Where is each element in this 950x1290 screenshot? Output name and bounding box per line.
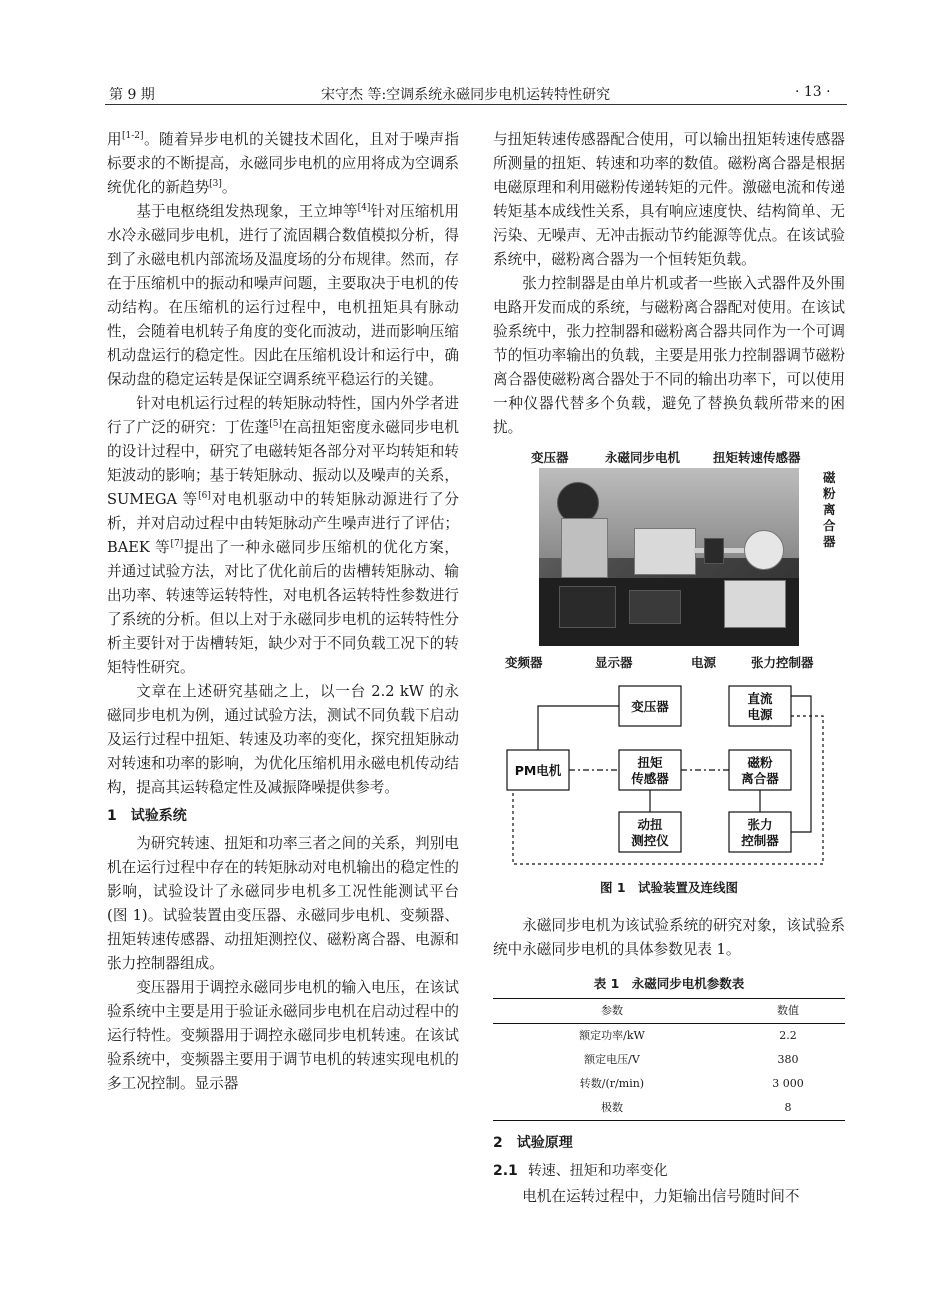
diagram-label-dc2: 电源 <box>747 707 773 722</box>
parameter-table <box>493 998 845 1121</box>
paragraph: 用[1-2]。随着异步电机的关键技术固化，且对于噪声指标要求的不断提高，永磁同步电机的应用将成为空调系统优化的新趋势[3]。 <box>107 131 459 196</box>
paragraph: 与扭矩转速传感器配合使用，可以输出扭矩转速传感器所测量的扭矩、转速和功率的数值。磁粉离合器是根据电磁原理和利用磁粉传递转矩的元件。激磁电流和传递转矩基本成线性关系，具有响应速度快、结构简单、无污染、无噪声、无冲击振动节约能源等优点。在该试验系统中，磁粉离合器为一个恒转矩负载。 <box>493 131 845 268</box>
test-rig-photo <box>539 468 799 646</box>
page-number: · 13 · <box>795 84 831 100</box>
photo-label-sensor: 扭矩转速传感器 <box>713 450 801 465</box>
photo-label-inverter: 变频器 <box>505 655 543 670</box>
paragraph: 电机在运转过程中，力矩输出信号随时间不 <box>522 1188 800 1205</box>
diagram-label-transformer: 变压器 <box>631 699 669 714</box>
citation: [6] <box>198 491 211 501</box>
figure-caption: 图 1 试验装置及连线图 <box>599 880 739 895</box>
citation: [3] <box>209 179 222 189</box>
photo-label-clutch: 磁粉离合器 <box>823 470 836 549</box>
figure-diagram <box>493 684 845 874</box>
photo-label-display: 显示器 <box>595 655 633 670</box>
diagram-label-torque1: 扭矩 <box>637 755 663 770</box>
paragraph: 张力控制器是由单片机或者一些嵌入式器件及外围电路开发而成的系统，与磁粉离合器配对使用。在该试验系统中，张力控制器和磁粉离合器共同作为一个可调节的恒功率输出的负载，主要是用张力控制器调节磁粉离合器使磁粉离合器处于不同的输出功率下，可以使用一种仪器代替多个负载，避免了替换负载所带来的困扰。 <box>493 275 845 436</box>
paragraph: 针对电机运行过程的转矩脉动特性，国内外学者进行了广泛的研究：丁佐蓬[5]在高扭矩密度永磁同步电机的设计过程中，研究了电磁转矩各部分对平均转矩和转矩波动的影响；基于转矩脉动、振动以及噪声的关系，SUMEGA 等[6]对电机驱动中的转矩脉动源进行了分析，并对启动过程中由转矩脉动产生噪声进行了评估；BAEK 等[7]提出了一种永磁同步压缩机的优化方案，并通过试验方法，对比了优化前后的齿槽转矩脉动、输出功率、转速等运转特性，对电机各运转特性参数进行了系统的分析。但以上对于永磁同步电机的运转特性分析主要针对于齿槽转矩，缺少对于不同负载工况下的转矩特性研究。 <box>107 395 459 676</box>
photo-label-power: 电源 <box>691 655 717 670</box>
table-row: 额定电压/V 380 <box>584 1053 799 1066</box>
diagram-label-tension2: 控制器 <box>741 833 779 848</box>
citation: [4] <box>357 203 371 213</box>
paragraph: 为研究转速、扭矩和功率三者之间的关系，判别电机在运行过程中存在的转矩脉动对电机输出的稳定性的影响，试验设计了永磁同步电机多工况性能测试平台(图 1)。试验装置由变压器、永磁同步电机、变频器、扭矩转速传感器、动扭矩测控仪、磁粉离合器、电源和张力控制器组成。 <box>107 835 459 972</box>
figure-photo <box>493 446 845 678</box>
citation: [7] <box>170 539 184 549</box>
section-heading: 2 试验原理 <box>493 1135 573 1151</box>
diagram-label-tension1: 张力 <box>747 817 773 832</box>
table-row: 极数 8 <box>493 1096 845 1121</box>
issue-number: 第 9 期 <box>109 87 155 103</box>
table-header: 数值 <box>731 999 845 1024</box>
diagram-label-pm: PM电机 <box>514 763 562 778</box>
photo-label-transformer: 变压器 <box>531 450 569 465</box>
paragraph: 永磁同步电机为该试验系统的研究对象，该试验系统中永磁同步电机的具体参数见表 1。 <box>493 917 845 958</box>
diagram-label-clutch1: 磁粉 <box>747 755 773 770</box>
diagram-label-clutch2: 离合器 <box>741 771 779 786</box>
paragraph: 变压器用于调控永磁同步电机的输入电压，在该试验系统中主要是用于验证永磁同步电机在启动过程中的运行特性。变频器用于调控永磁同步电机转速。在该试验系统中，变频器主要用于调节电机的转速实现电机的多工况控制。显示器 <box>107 979 459 1092</box>
citation: [1-2] <box>122 131 144 141</box>
connection-diagram <box>493 684 845 874</box>
left-column <box>107 128 459 1096</box>
header-rule <box>105 104 847 105</box>
diagram-label-meter1: 动扭 <box>637 817 663 832</box>
table-row: 额定功率/kW 2.2 <box>579 1029 797 1042</box>
citation: [5] <box>269 419 282 429</box>
table-row: 转数/(r/min) 3 000 <box>579 1077 804 1090</box>
photo-label-pmsm: 永磁同步电机 <box>605 450 681 465</box>
paragraph: 基于电枢绕组发热现象，王立坤等[4]针对压缩机用水冷永磁同步电机，进行了流固耦合数值模拟分析，得到了永磁电机内部流场及温度场的分布规律。然而，存在于压缩机中的振动和噪声问题，主要取决于电机的传动结构。在压缩机的运行过程中，电机扭矩具有脉动性，会随着电机转子角度的变化而波动，进而影响压缩机动盘运行的稳定性。因此在压缩机设计和运行中，确保动盘的稳定运转是保证空调系统平稳运行的关键。 <box>107 203 459 388</box>
diagram-label-dc1: 直流 <box>747 691 773 706</box>
running-title: 宋守杰 等:空调系统永磁同步电机运转特性研究 <box>321 87 611 103</box>
diagram-label-torque2: 传感器 <box>631 771 669 786</box>
subsection-heading: 2.1 转速、扭矩和功率变化 <box>493 1163 668 1179</box>
right-column <box>493 128 845 1209</box>
photo-label-tension: 张力控制器 <box>751 655 814 670</box>
running-header <box>105 80 845 104</box>
section-heading: 1 试验系统 <box>107 808 187 824</box>
table-caption: 表 1 永磁同步电机参数表 <box>593 976 745 991</box>
diagram-label-meter2: 测控仪 <box>631 833 669 848</box>
table-header: 参数 <box>493 999 731 1024</box>
paragraph: 文章在上述研究基础之上，以一台 2.2 kW 的永磁同步电机为例，通过试验方法，测试不同负载下启动及运行过程中扭矩、转速及功率的变化，探究扭矩脉动对转速和功率的影响，为优化压缩机用永磁电机传动结构，提高其运转稳定性及减振降噪提供参考。 <box>107 683 459 796</box>
